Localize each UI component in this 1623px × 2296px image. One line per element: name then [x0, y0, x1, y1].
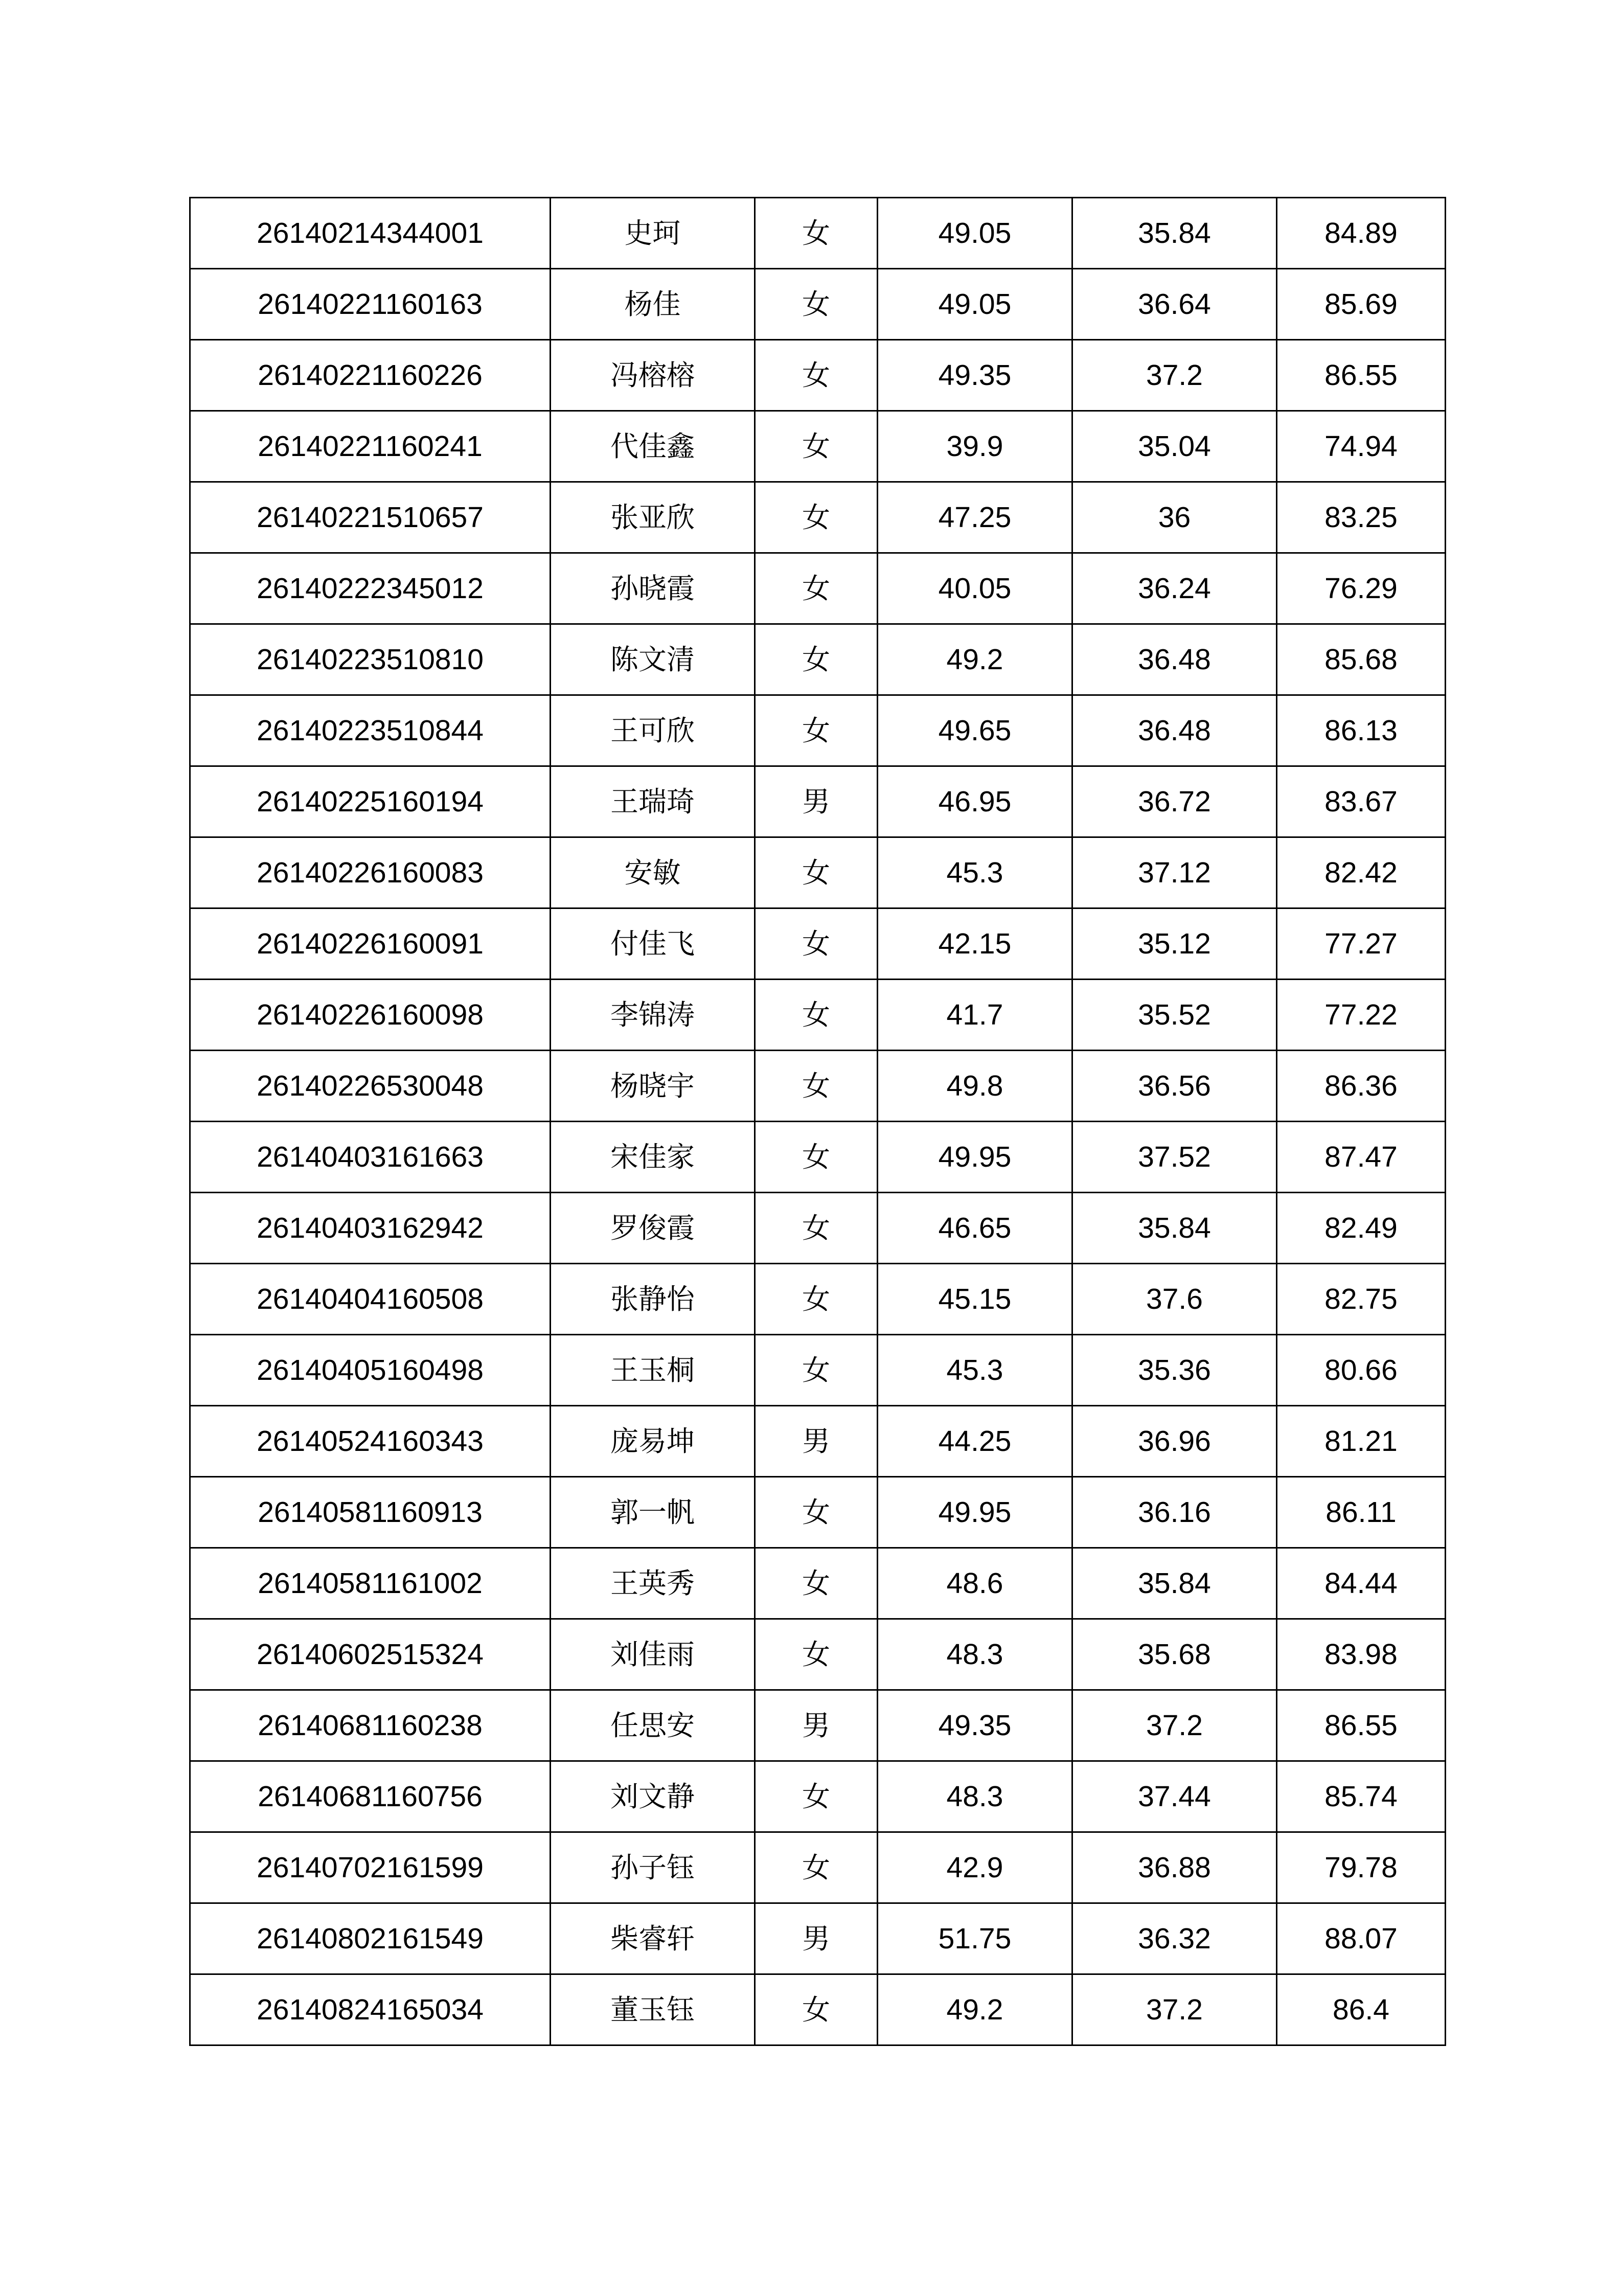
candidate-id-cell: 26140226160091	[190, 908, 551, 980]
table-row	[190, 1690, 1446, 1761]
score-two-cell: 36.16	[1072, 1477, 1277, 1548]
table-row	[190, 1122, 1446, 1193]
total-score-cell: 86.11	[1277, 1477, 1446, 1548]
table-row	[190, 411, 1446, 482]
candidate-name-cell: 杨佳	[551, 269, 755, 340]
score-two-cell: 36.88	[1072, 1832, 1277, 1903]
candidate-gender-cell: 男	[755, 1903, 878, 1974]
table-row	[190, 482, 1446, 553]
results-table-container	[189, 197, 1445, 2046]
score-one-cell: 48.3	[878, 1761, 1072, 1832]
total-score-cell: 85.69	[1277, 269, 1446, 340]
score-two-cell: 37.2	[1072, 340, 1277, 411]
candidate-id-cell: 26140221160163	[190, 269, 551, 340]
candidate-gender-cell: 女	[755, 695, 878, 766]
candidate-name-cell: 任思安	[551, 1690, 755, 1761]
candidate-gender-cell: 女	[755, 1193, 878, 1264]
candidate-id-cell: 26140602515324	[190, 1619, 551, 1690]
candidate-name-cell: 安敏	[551, 837, 755, 908]
candidate-gender-cell: 女	[755, 980, 878, 1051]
candidate-name-cell: 张亚欣	[551, 482, 755, 553]
candidate-id-cell: 26140223510810	[190, 624, 551, 695]
table-row	[190, 1832, 1446, 1903]
total-score-cell: 83.67	[1277, 766, 1446, 837]
candidate-id-cell: 26140223510844	[190, 695, 551, 766]
total-score-cell: 85.68	[1277, 624, 1446, 695]
candidate-gender-cell: 男	[755, 1690, 878, 1761]
candidate-gender-cell: 女	[755, 908, 878, 980]
total-score-cell: 86.4	[1277, 1974, 1446, 2045]
table-row	[190, 1974, 1446, 2045]
candidate-name-cell: 史珂	[551, 198, 755, 269]
candidate-name-cell: 王英秀	[551, 1548, 755, 1619]
candidate-id-cell: 26140824165034	[190, 1974, 551, 2045]
candidate-gender-cell: 女	[755, 269, 878, 340]
total-score-cell: 82.49	[1277, 1193, 1446, 1264]
candidate-name-cell: 冯榕榕	[551, 340, 755, 411]
score-one-cell: 41.7	[878, 980, 1072, 1051]
score-two-cell: 35.52	[1072, 980, 1277, 1051]
candidate-id-cell: 26140403161663	[190, 1122, 551, 1193]
score-two-cell: 36.48	[1072, 624, 1277, 695]
total-score-cell: 86.13	[1277, 695, 1446, 766]
table-row	[190, 1335, 1446, 1406]
score-two-cell: 36.24	[1072, 553, 1277, 624]
candidate-name-cell: 庞易坤	[551, 1406, 755, 1477]
score-one-cell: 47.25	[878, 482, 1072, 553]
table-row	[190, 695, 1446, 766]
total-score-cell: 82.42	[1277, 837, 1446, 908]
score-one-cell: 42.15	[878, 908, 1072, 980]
candidate-id-cell: 26140524160343	[190, 1406, 551, 1477]
candidate-gender-cell: 女	[755, 837, 878, 908]
candidate-gender-cell: 女	[755, 624, 878, 695]
score-one-cell: 49.35	[878, 340, 1072, 411]
score-two-cell: 37.6	[1072, 1264, 1277, 1335]
candidate-gender-cell: 男	[755, 766, 878, 837]
score-two-cell: 35.84	[1072, 1193, 1277, 1264]
score-one-cell: 51.75	[878, 1903, 1072, 1974]
candidate-id-cell: 26140221160241	[190, 411, 551, 482]
results-table	[189, 197, 1446, 2046]
table-row	[190, 1619, 1446, 1690]
score-one-cell: 45.3	[878, 837, 1072, 908]
total-score-cell: 84.44	[1277, 1548, 1446, 1619]
candidate-name-cell: 孙晓霞	[551, 553, 755, 624]
candidate-id-cell: 26140225160194	[190, 766, 551, 837]
candidate-gender-cell: 女	[755, 1264, 878, 1335]
score-two-cell: 36.64	[1072, 269, 1277, 340]
candidate-name-cell: 付佳飞	[551, 908, 755, 980]
score-one-cell: 49.35	[878, 1690, 1072, 1761]
score-two-cell: 35.84	[1072, 198, 1277, 269]
candidate-name-cell: 郭一帆	[551, 1477, 755, 1548]
candidate-id-cell: 26140226160098	[190, 980, 551, 1051]
score-two-cell: 36.96	[1072, 1406, 1277, 1477]
candidate-id-cell: 26140221160226	[190, 340, 551, 411]
table-row	[190, 1477, 1446, 1548]
score-two-cell: 35.84	[1072, 1548, 1277, 1619]
score-two-cell: 36.48	[1072, 695, 1277, 766]
candidate-gender-cell: 女	[755, 411, 878, 482]
score-two-cell: 36.56	[1072, 1051, 1277, 1122]
table-row	[190, 766, 1446, 837]
candidate-id-cell: 26140404160508	[190, 1264, 551, 1335]
total-score-cell: 83.25	[1277, 482, 1446, 553]
candidate-name-cell: 代佳鑫	[551, 411, 755, 482]
candidate-gender-cell: 女	[755, 1548, 878, 1619]
candidate-gender-cell: 女	[755, 482, 878, 553]
candidate-name-cell: 孙子钰	[551, 1832, 755, 1903]
score-one-cell: 45.15	[878, 1264, 1072, 1335]
score-one-cell: 46.95	[878, 766, 1072, 837]
table-row	[190, 837, 1446, 908]
candidate-id-cell: 26140221510657	[190, 482, 551, 553]
table-row	[190, 1903, 1446, 1974]
score-one-cell: 49.2	[878, 1974, 1072, 2045]
candidate-name-cell: 刘佳雨	[551, 1619, 755, 1690]
candidate-id-cell: 26140214344001	[190, 198, 551, 269]
score-one-cell: 45.3	[878, 1335, 1072, 1406]
score-one-cell: 48.3	[878, 1619, 1072, 1690]
candidate-name-cell: 王瑞琦	[551, 766, 755, 837]
score-one-cell: 46.65	[878, 1193, 1072, 1264]
score-one-cell: 39.9	[878, 411, 1072, 482]
candidate-name-cell: 陈文清	[551, 624, 755, 695]
candidate-id-cell: 26140226530048	[190, 1051, 551, 1122]
score-one-cell: 49.2	[878, 624, 1072, 695]
score-two-cell: 36	[1072, 482, 1277, 553]
score-one-cell: 49.95	[878, 1122, 1072, 1193]
candidate-name-cell: 王可欣	[551, 695, 755, 766]
candidate-gender-cell: 女	[755, 340, 878, 411]
table-row	[190, 1193, 1446, 1264]
candidate-name-cell: 杨晓宇	[551, 1051, 755, 1122]
candidate-gender-cell: 女	[755, 198, 878, 269]
table-row	[190, 340, 1446, 411]
score-one-cell: 40.05	[878, 553, 1072, 624]
candidate-id-cell: 26140802161549	[190, 1903, 551, 1974]
candidate-gender-cell: 女	[755, 1051, 878, 1122]
table-row	[190, 624, 1446, 695]
total-score-cell: 74.94	[1277, 411, 1446, 482]
score-two-cell: 36.32	[1072, 1903, 1277, 1974]
candidate-name-cell: 张静怡	[551, 1264, 755, 1335]
score-one-cell: 42.9	[878, 1832, 1072, 1903]
total-score-cell: 76.29	[1277, 553, 1446, 624]
table-row	[190, 980, 1446, 1051]
total-score-cell: 86.55	[1277, 340, 1446, 411]
score-one-cell: 49.65	[878, 695, 1072, 766]
candidate-id-cell: 26140581160913	[190, 1477, 551, 1548]
score-one-cell: 49.05	[878, 198, 1072, 269]
total-score-cell: 86.36	[1277, 1051, 1446, 1122]
score-one-cell: 44.25	[878, 1406, 1072, 1477]
table-row	[190, 1264, 1446, 1335]
candidate-name-cell: 王玉桐	[551, 1335, 755, 1406]
total-score-cell: 81.21	[1277, 1406, 1446, 1477]
table-row	[190, 1406, 1446, 1477]
total-score-cell: 77.27	[1277, 908, 1446, 980]
score-two-cell: 37.2	[1072, 1974, 1277, 2045]
score-one-cell: 48.6	[878, 1548, 1072, 1619]
total-score-cell: 87.47	[1277, 1122, 1446, 1193]
candidate-id-cell: 26140403162942	[190, 1193, 551, 1264]
table-row	[190, 553, 1446, 624]
score-two-cell: 37.52	[1072, 1122, 1277, 1193]
score-two-cell: 37.2	[1072, 1690, 1277, 1761]
candidate-id-cell: 26140681160238	[190, 1690, 551, 1761]
table-row	[190, 1051, 1446, 1122]
candidate-name-cell: 刘文静	[551, 1761, 755, 1832]
candidate-gender-cell: 女	[755, 1335, 878, 1406]
total-score-cell: 83.98	[1277, 1619, 1446, 1690]
candidate-gender-cell: 男	[755, 1406, 878, 1477]
candidate-gender-cell: 女	[755, 1761, 878, 1832]
score-two-cell: 35.68	[1072, 1619, 1277, 1690]
table-row	[190, 1548, 1446, 1619]
candidate-id-cell: 26140405160498	[190, 1335, 551, 1406]
score-two-cell: 35.12	[1072, 908, 1277, 980]
candidate-id-cell: 26140681160756	[190, 1761, 551, 1832]
candidate-name-cell: 董玉钰	[551, 1974, 755, 2045]
results-table-body	[190, 198, 1446, 2045]
candidate-name-cell: 宋佳家	[551, 1122, 755, 1193]
total-score-cell: 88.07	[1277, 1903, 1446, 1974]
score-one-cell: 49.05	[878, 269, 1072, 340]
score-two-cell: 35.04	[1072, 411, 1277, 482]
candidate-name-cell: 柴睿轩	[551, 1903, 755, 1974]
candidate-name-cell: 罗俊霞	[551, 1193, 755, 1264]
candidate-name-cell: 李锦涛	[551, 980, 755, 1051]
total-score-cell: 85.74	[1277, 1761, 1446, 1832]
total-score-cell: 77.22	[1277, 980, 1446, 1051]
candidate-gender-cell: 女	[755, 1974, 878, 2045]
candidate-id-cell: 26140702161599	[190, 1832, 551, 1903]
table-row	[190, 198, 1446, 269]
candidate-gender-cell: 女	[755, 1832, 878, 1903]
table-row	[190, 269, 1446, 340]
candidate-gender-cell: 女	[755, 1477, 878, 1548]
candidate-gender-cell: 女	[755, 553, 878, 624]
score-two-cell: 37.44	[1072, 1761, 1277, 1832]
score-two-cell: 36.72	[1072, 766, 1277, 837]
score-one-cell: 49.95	[878, 1477, 1072, 1548]
total-score-cell: 79.78	[1277, 1832, 1446, 1903]
total-score-cell: 82.75	[1277, 1264, 1446, 1335]
candidate-id-cell: 26140222345012	[190, 553, 551, 624]
total-score-cell: 86.55	[1277, 1690, 1446, 1761]
candidate-gender-cell: 女	[755, 1619, 878, 1690]
candidate-gender-cell: 女	[755, 1122, 878, 1193]
table-row	[190, 908, 1446, 980]
candidate-id-cell: 26140581161002	[190, 1548, 551, 1619]
total-score-cell: 84.89	[1277, 198, 1446, 269]
total-score-cell: 80.66	[1277, 1335, 1446, 1406]
candidate-id-cell: 26140226160083	[190, 837, 551, 908]
score-one-cell: 49.8	[878, 1051, 1072, 1122]
score-two-cell: 37.12	[1072, 837, 1277, 908]
score-two-cell: 35.36	[1072, 1335, 1277, 1406]
table-row	[190, 1761, 1446, 1832]
